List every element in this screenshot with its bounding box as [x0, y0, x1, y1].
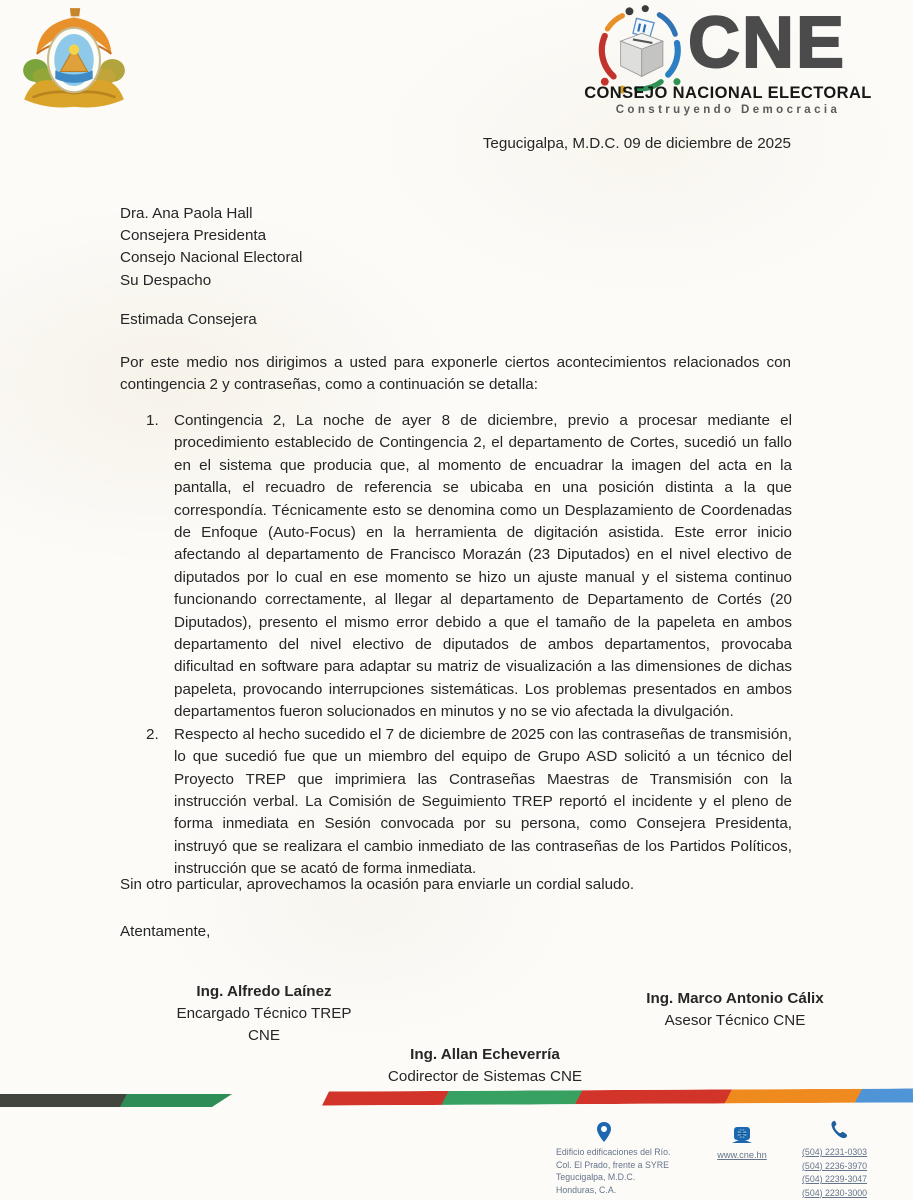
salutation: Estimada Consejera	[120, 311, 257, 328]
phone-number: (504) 2239-3047	[802, 1174, 868, 1184]
signer-org: CNE	[247, 1027, 281, 1044]
list-item	[146, 410, 792, 724]
footer-stripe-left	[0, 1094, 232, 1107]
list-item	[146, 724, 792, 881]
signature-block-codirector	[318, 1044, 652, 1088]
address-line: Edificio edificaciones del Río.	[556, 1147, 671, 1157]
footer-stripe-right	[322, 1088, 913, 1105]
recipient-office: Su Despacho	[120, 271, 212, 289]
phone-number: (504) 2230-3000	[802, 1187, 868, 1198]
footer-phone-list	[802, 1146, 912, 1200]
intro-paragraph: Por este medio nos dirigimos a usted para exponerle ciertos acontecimientos relacionados con contingencia 2 y contraseñas, como a continuación se detalla:	[120, 354, 791, 394]
recipient-block	[120, 203, 302, 292]
signer-name: Ing. Alfredo Laínez	[196, 983, 332, 1000]
phone-icon	[830, 1120, 848, 1140]
signature-block-trep	[108, 981, 420, 1047]
footer-address	[556, 1146, 706, 1196]
signer-title: Encargado Técnico TREP	[176, 1005, 352, 1022]
org-name: CONSEJO NACIONAL ELECTORAL	[584, 84, 872, 102]
list-item-number: 2.	[146, 725, 159, 743]
address-line: Honduras, C.A.	[556, 1184, 617, 1195]
date-line: Tegucigalpa, M.D.C. 09 de diciembre de 2025	[482, 135, 791, 152]
signer-name: Ing. Allan Echeverría	[410, 1046, 560, 1063]
signature-block-asesor	[582, 988, 888, 1032]
signer-title: Asesor Técnico CNE	[664, 1012, 806, 1029]
recipient-org: Consejo Nacional Electoral	[120, 249, 303, 267]
address-line: Col. El Prado, frente a SYRE	[556, 1159, 669, 1170]
closing-paragraph: Sin otro particular, aprovechamos la ocasión para enviarle un cordial saludo.	[120, 876, 635, 893]
footer-website: www.cne.hn	[717, 1150, 767, 1160]
phone-number: (504) 2231-0303	[802, 1147, 868, 1157]
recipient-title: Consejera Presidenta	[120, 227, 267, 245]
list-item-text: Respecto al hecho sucedido el 7 de diciembre de 2025 con las contraseñas de transmisión, lo que sucedió fue que un miembro del equipo de Grupo ASD solicitó a un técnico del Proyecto TREP que imprimiera las Contraseñas Maestras de Transmisión con la instrucción verbal. La Comisión de Seguimiento TREP reportó el incidente y el pleno de forma inmediata en Sesión convocada por su persona, como Consejera Presidenta, instruyó que se realizara el cambio inmediato de las contraseñas de los Partidos Políticos, instrucción que se acató de forma inmediata.	[174, 725, 792, 878]
list-item-text: Contingencia 2, La noche de ayer 8 de diciembre, previo a procesar mediante el procedimiento establecido de Contingencia 2, el departamento de Cortes, sucedió un fallo en el sistema que producia que, al momento de encuadrar la imagen del acta en la pantalla, el recuadro de referencia se ubicaba en una posición distinta a la que correspondía. Técnicamente esto se denomina como un Desplazamiento de Coordenadas de Enfoque (Auto-Focus) en la herramienta de digitación asistida. Este error inicio afectando al departamento de Francisco Morazán (23 Diputados) en el nivel electivo de diputados por lo cual en ese momento se hizo un ajuste manual y el sistema continuo funcionando correctamente, al llegar al departamento de Departamento de Cortés (20 Diputados), presento el mismo error debido a que el tamaño de la papeleta en ambos departamento del nivel electivo de diputados de ambos departamentos, provocaba dificultad en software para adaptar su matriz de visualización a las dimensiones de dichas papeleta, provocando interrupciones sistemáticas. Los problemas presentados en ambos departamentos fueron solucionados en minutos y no se vio afectada la divulgación.	[174, 412, 792, 721]
org-acronym: CNE	[688, 3, 847, 83]
valediction: Atentamente,	[120, 923, 211, 940]
address-line: Tegucigalpa, M.D.C.	[556, 1172, 636, 1182]
location-pin-icon	[597, 1122, 611, 1142]
org-tagline: Construyendo Democracia	[615, 104, 841, 116]
list-item-number: 1.	[146, 412, 159, 429]
signer-title: Codirector de Sistemas CNE	[387, 1068, 583, 1085]
globe-icon	[731, 1127, 753, 1146]
recipient-name: Dra. Ana Paola Hall	[120, 205, 253, 222]
signer-name: Ing. Marco Antonio Cálix	[646, 990, 824, 1007]
numbered-list	[146, 410, 792, 881]
ballot-box-icon	[596, 4, 684, 96]
honduras-coat-of-arms-icon	[22, 6, 126, 114]
phone-number: (504) 2236-3970	[802, 1160, 868, 1171]
